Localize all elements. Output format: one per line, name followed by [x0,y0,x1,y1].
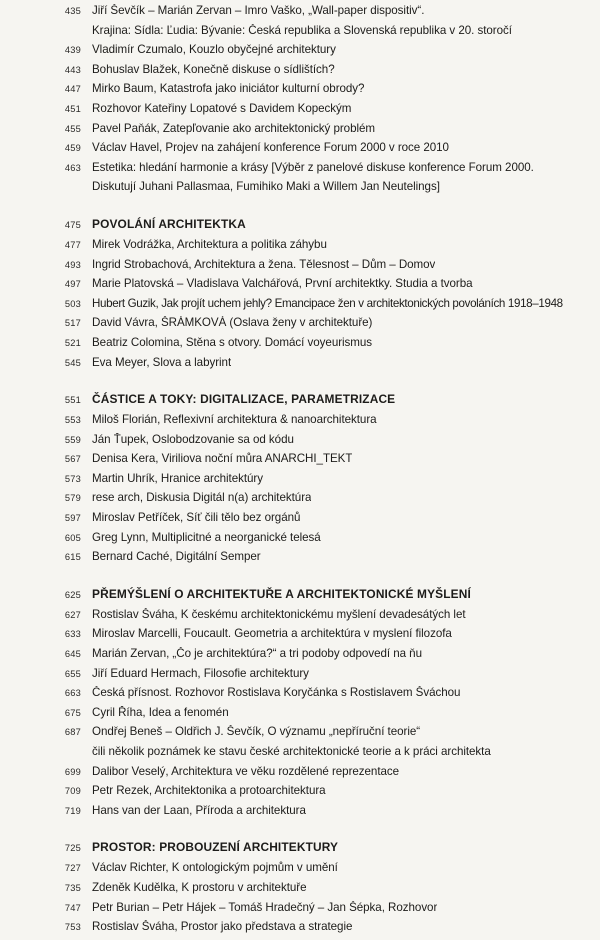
section-heading [0,217,600,238]
toc-entry [0,686,600,706]
section-title: ČÁSTICE A TOKY: DIGITALIZACE, PARAMETRIZACE [92,392,396,407]
toc-entry [0,920,600,940]
toc-entry [0,881,600,901]
toc-entry [0,141,600,161]
toc-entry [0,861,600,881]
toc-entry [0,336,600,356]
page-number: 439 [64,45,81,56]
entry-title: Ondřej Beneš – Oldřich J. Ševčík, O významu „nepříruční teorie“ [92,725,421,739]
page-number: 573 [64,473,81,484]
page-number: 517 [64,318,81,329]
toc-entry [0,258,600,278]
entry-title: Bernard Caché, Digitální Semper [92,550,261,564]
toc-entry [0,452,600,472]
entry-title: Václav Havel, Projev na zahájení konference Forum 2000 v roce 2010 [92,141,449,155]
toc-section [0,217,600,375]
entry-title: rese arch, Diskusia Digitál n(a) architektúra [92,491,312,505]
section-title: PROSTOR: PROBOUZENÍ ARCHITEKTURY [92,840,339,855]
entry-title: David Vávra, ŠRÁMKOVÁ (Oslava ženy v architektuře) [92,316,373,330]
page-number: 725 [64,843,81,854]
entry-title: Marián Zervan, „Čo je architektúra?“ a tri podoby odpovedí na ňu [92,647,422,661]
page-number: 545 [64,357,81,368]
page-number: 451 [64,103,81,114]
entry-title: Miloš Florián, Reflexivní architektura & nanoarchitektura [92,413,377,427]
page-number: 699 [64,766,81,777]
toc-entry [0,277,600,297]
page-number: 605 [64,532,81,543]
toc-entry [0,784,600,804]
entry-title: Mirek Vodrážka, Architektura a politika záhybu [92,237,327,251]
page-number: 753 [64,922,81,933]
toc-entry [0,180,600,200]
page-number: 493 [64,259,81,270]
entry-title: Diskutují Juhani Pallasmaa, Fumihiko Maki a Willem Jan Neutelings] [92,180,440,194]
toc-entry [0,608,600,628]
toc-entry [0,238,600,258]
toc-entry [0,804,600,824]
section-title: POVOLÁNÍ ARCHITEKTKA [92,216,246,231]
toc-entry [0,356,600,376]
page-number: 579 [64,493,81,504]
toc-section [0,392,600,570]
toc-entry [0,550,600,570]
toc-entry [0,4,600,24]
page-number: 567 [64,454,81,465]
page-number: 687 [64,727,81,738]
page-number: 521 [64,337,81,348]
page-number: 503 [64,298,81,309]
page-number: 747 [64,902,81,913]
toc-entry [0,63,600,83]
entry-title: Dalibor Veselý, Architektura ve věku rozdělené reprezentace [92,764,400,778]
page-number: 727 [64,863,81,874]
toc-entry [0,297,600,317]
toc-entry [0,491,600,511]
toc-entry [0,511,600,531]
entry-title: Ingrid Strobachová, Architektura a žena. Tělesnost – Dům – Domov [92,257,436,271]
entry-title: Miroslav Marcelli, Foucault. Geometria a architektúra v myslení filozofa [92,627,452,641]
entry-title: Jiří Ševčík – Marián Zervan – Imro Vaško, „Wall-paper dispositiv“. [92,4,425,17]
page-number: 497 [64,279,81,290]
page-number: 625 [64,589,81,600]
page-number: 459 [64,143,81,154]
entry-title: Ján Ťupek, Oslobodzovanie sa od kódu [92,432,294,446]
toc-entry [0,316,600,336]
section-heading [0,840,600,861]
toc-entry [0,102,600,122]
toc-section [0,587,600,824]
toc-entry [0,472,600,492]
page-number: 627 [64,609,81,620]
page-number: 633 [64,629,81,640]
toc-entry [0,43,600,63]
page-number: 663 [64,688,81,699]
toc-entry [0,122,600,142]
entry-title: Bohuslav Blažek, Konečně diskuse o sídlištích? [92,62,335,76]
page-number: 455 [64,123,81,134]
page-number: 435 [64,6,81,16]
page-number: 553 [64,415,81,426]
entry-title: Hans van der Laan, Příroda a architektura [92,803,306,817]
page-number: 447 [64,84,81,95]
entry-title: Greg Lynn, Multiplicitné a neorganické telesá [92,530,321,544]
entry-title: Cyril Říha, Idea a fenomén [92,705,229,719]
toc-entry [0,433,600,453]
entry-title: Petr Burian – Petr Hájek – Tomáš Hradečný – Jan Šépka, Rozhovor [92,900,438,914]
page-number: 709 [64,786,81,797]
page-number: 477 [64,239,81,250]
entry-title: Rostislav Šváha, K českému architektonickému myšlení devadesátých let [92,607,466,621]
section-title: PŘEMÝŠLENÍ O ARCHITEKTUŘE A ARCHITEKTONICKÉ MYŠLENÍ [92,586,471,601]
entry-title: Marie Platovská – Vladislava Valchářová, První architektky. Studia a tvorba [92,277,473,291]
toc-entry [0,24,600,44]
entry-title: Václav Richter, K ontologickým pojmům v umění [92,861,338,875]
entry-title: Martin Uhrík, Hranice architektúry [92,471,263,485]
toc-entry [0,161,600,181]
entry-title: Beatriz Colomina, Stěna s otvory. Domácí voyeurismus [92,335,373,349]
page-number: 559 [64,434,81,445]
entry-title: Estetika: hledání harmonie a krásy [Výběr z panelové diskuse konference Forum 2000. [92,160,534,174]
table-of-contents [0,4,600,940]
entry-title: Česká přísnost. Rozhovor Rostislava Koryčánka s Rostislavem Šváchou [92,686,461,700]
page-number: 719 [64,805,81,816]
toc-entry [0,667,600,687]
entry-title: Miroslav Petříček, Síť čili tělo bez orgánů [92,511,301,525]
page-number: 475 [64,219,81,230]
page-number: 443 [64,64,81,75]
toc-entry [0,82,600,102]
page-number: 551 [64,395,81,406]
entry-title: Krajina: Sídla: Ľudia: Bývanie: Česká republika a Slovenská republika v 20. storočí [92,23,512,37]
toc-entry [0,765,600,785]
page-number: 655 [64,668,81,679]
toc-entry [0,745,600,765]
entry-title: Rostislav Šváha, Prostor jako představa a strategie [92,920,353,934]
entry-title: čili několik poznámek ke stavu české architektonické teorie a k práci architekta [92,745,491,758]
toc-entry [0,706,600,726]
toc-section [0,4,600,200]
page-number: 675 [64,707,81,718]
entry-title: Petr Rezek, Architektonika a protoarchitektura [92,784,326,798]
entry-title: Rozhovor Kateřiny Lopatové s Davidem Kopeckým [92,101,352,115]
toc-entry [0,725,600,745]
entry-title: Mirko Baum, Katastrofa jako iniciátor kulturní obrody? [92,82,365,96]
toc-entry [0,901,600,921]
entry-title: Vladimír Czumalo, Kouzlo obyčejné architektury [92,43,336,57]
entry-title: Zdeněk Kudělka, K prostoru v architektuře [92,880,307,894]
section-heading [0,587,600,608]
section-heading [0,392,600,413]
page-number: 615 [64,552,81,563]
entry-title: Pavel Paňák, Zatepľovanie ako architektonický problém [92,121,375,135]
toc-section [0,840,600,939]
entry-title: Hubert Guzik, Jak projít uchem jehly? Emancipace žen v architektonických povoláních 1918–1948 [92,296,563,310]
entry-title: Eva Meyer, Slova a labyrint [92,355,232,369]
page-number: 463 [64,162,81,173]
entry-title: Denisa Kera, Viriliova noční můra ANARCHI_TEKT [92,452,353,466]
page-number: 645 [64,649,81,660]
toc-entry [0,647,600,667]
page-number: 735 [64,882,81,893]
toc-entry [0,413,600,433]
entry-title: Jiří Eduard Hermach, Filosofie architektury [92,666,309,680]
toc-entry [0,531,600,551]
page-number: 597 [64,513,81,524]
toc-entry [0,627,600,647]
